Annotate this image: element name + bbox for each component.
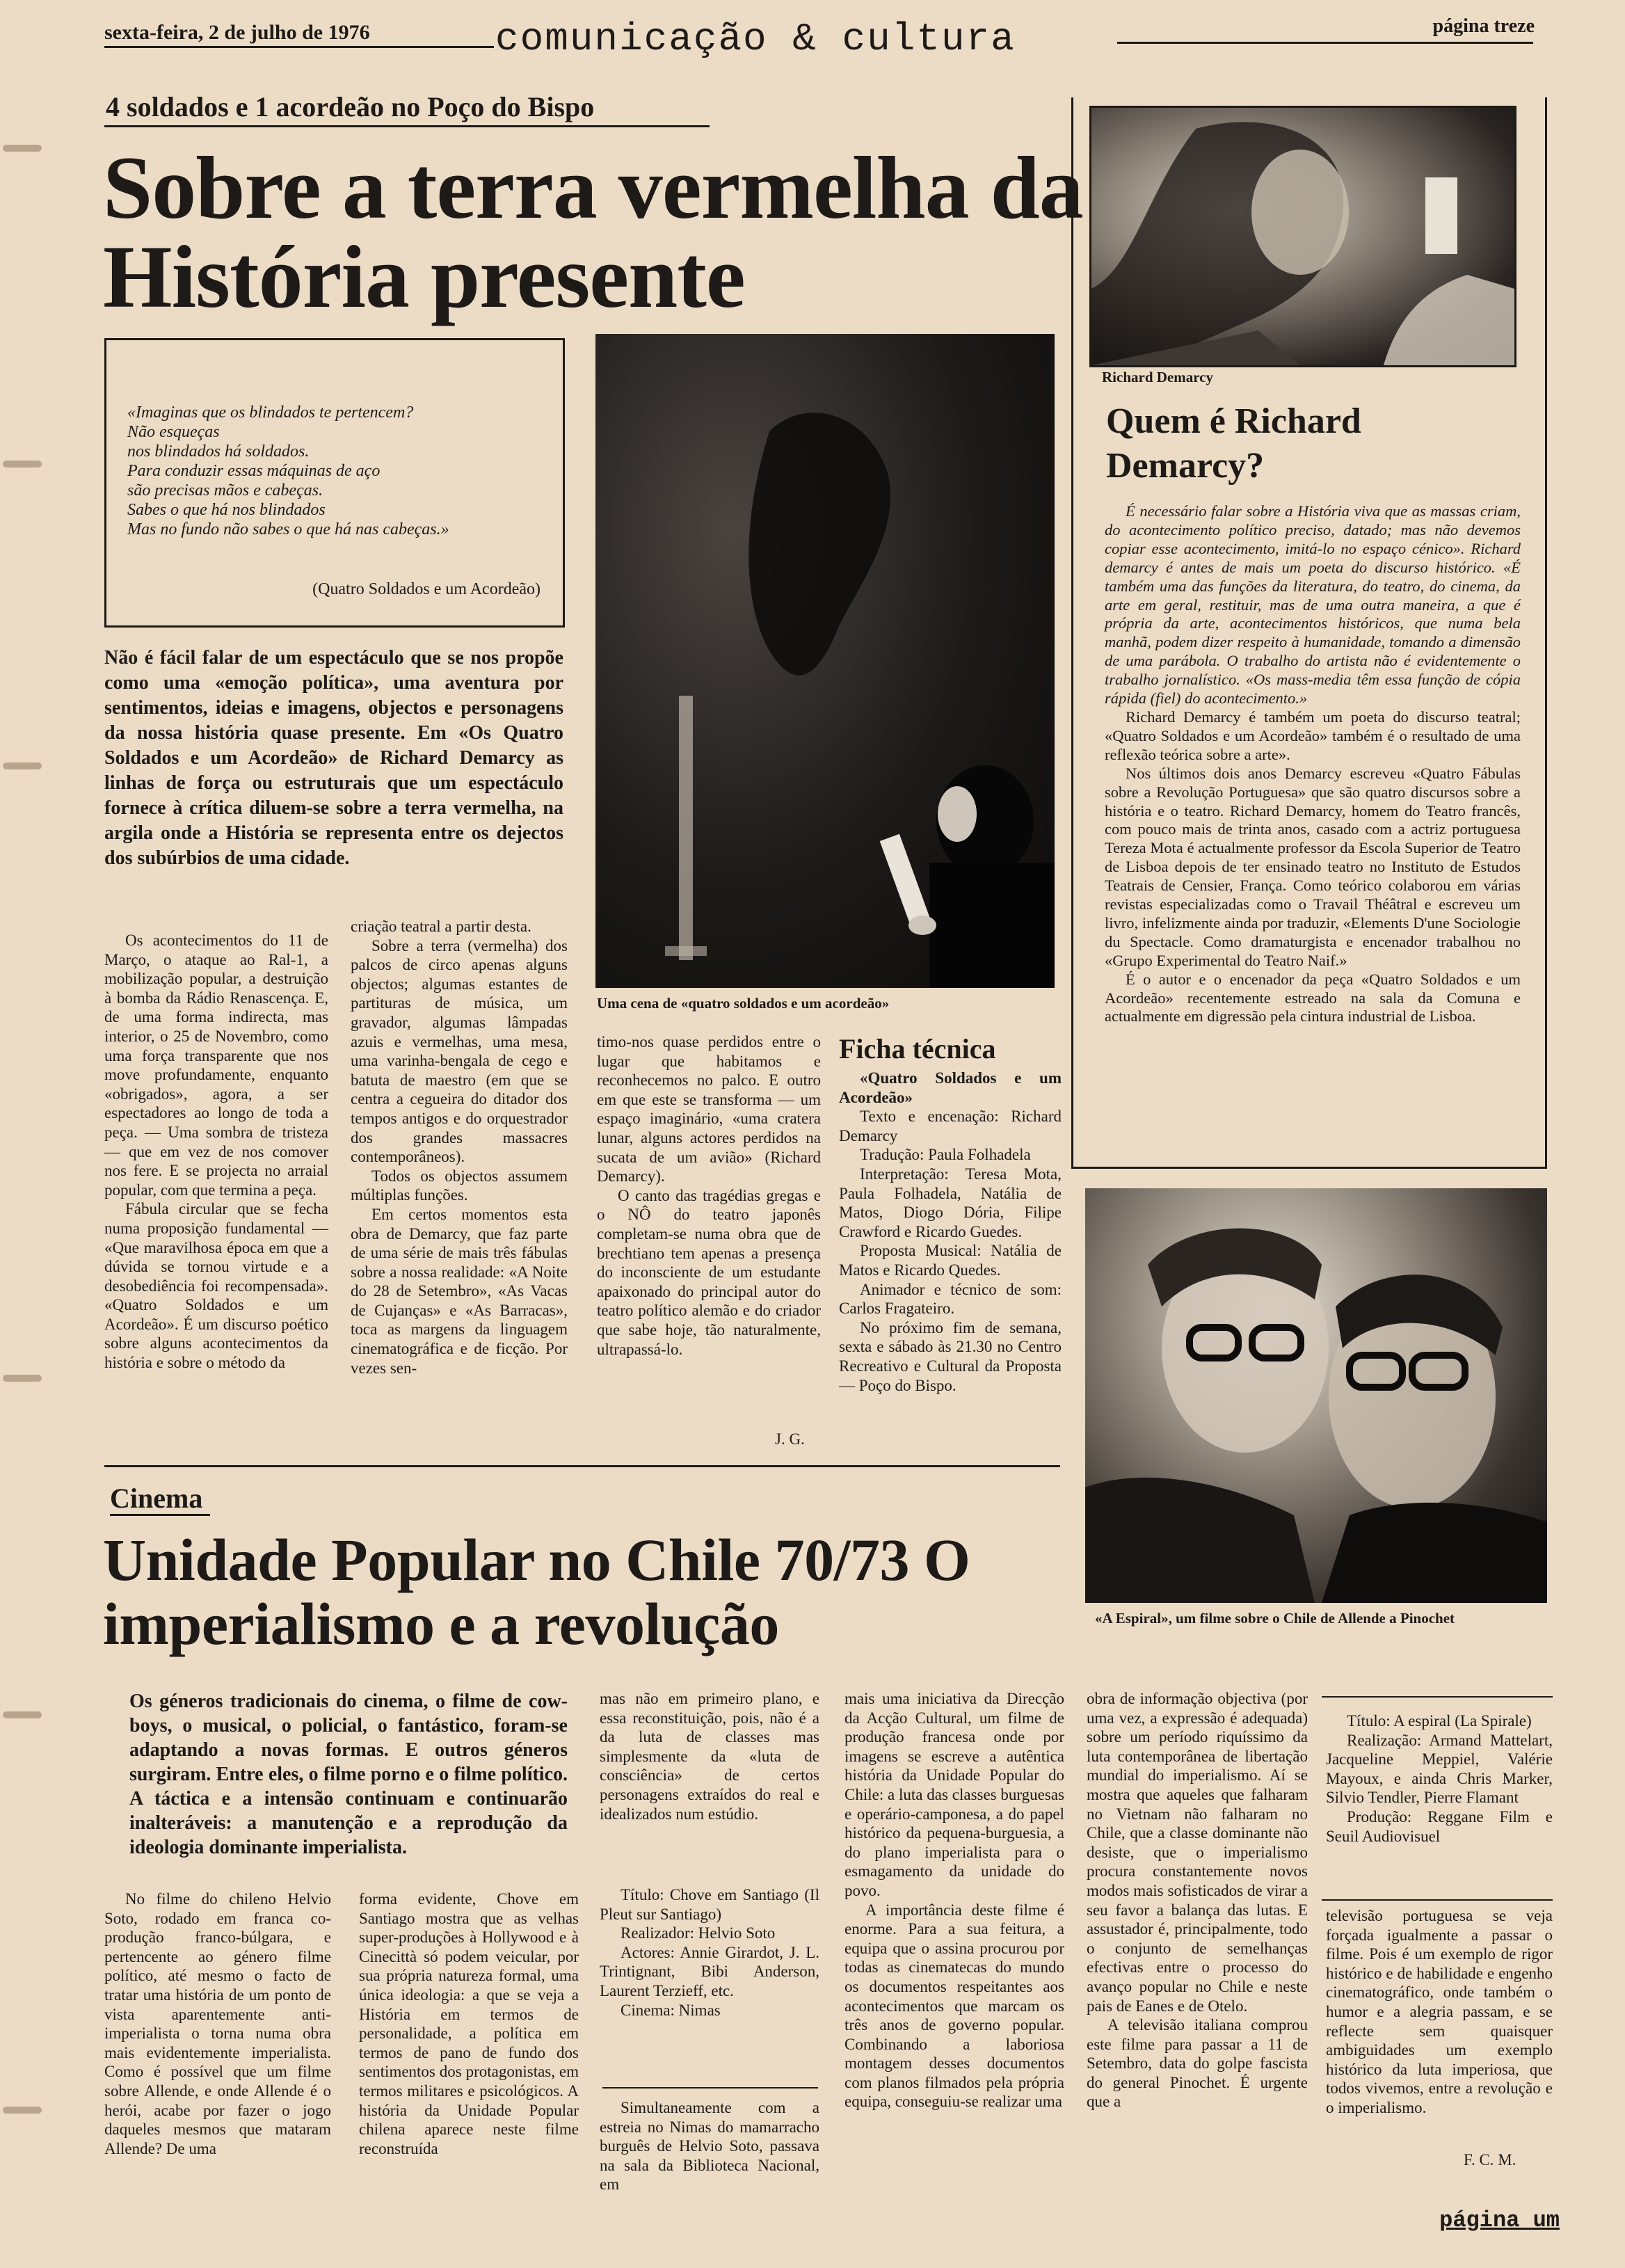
paragraph: Nos últimos dois anos Demarcy escreveu «Quatro Fábulas sobre a Revolução Portuguesa» que são quatro discursos sobre a história e o teatro. Richard Demarcy, homem do Teatro francês, com pouco mais de trinta anos, casado com a actriz portuguesa Tereza Mota é actualmente professor da Escola Superior de Teatro de Lisboa depois de ter ensinado teatro no Instituto de Estudos Teatrais de Censier, França. Como teórico colaborou em várias revistas especializadas como o Travail Théâtral e escreveu um livro, infelizmente ainda por traduzir, «Elements D'une Sociologie du Spectacle. Como dramaturgista e encenador trabalhou no «Grupo Experimental do Teatro Naif.» bbox=[1105, 764, 1521, 969]
paragraph: O canto das tragédias gregas e o NÔ do teatro japonês completam-se numa obra que de brechtiano tem apenas a presença do inconsciente de um estudante apaixonado do principal autor do teatro político alemão e do criador que sabe hoje, tão naturalmente, ultrapassá-lo. bbox=[597, 1186, 821, 1358]
sidebar-body bbox=[1105, 502, 1521, 1026]
credits-divider bbox=[602, 2087, 818, 2089]
article-signature: J. G. bbox=[775, 1430, 805, 1448]
credit-line: Realizador: Helvio Soto bbox=[621, 1924, 776, 1942]
binder-hole bbox=[3, 762, 42, 769]
article-lead: Não é fácil falar de um espectáculo que se nos propõe como uma «emoção política», uma aventura por sentimentos, ideias e imagens, objectos e personagens da nossa história quase presente. Em «Os Quatro Soldados e um Acordeão» de Richard Demarcy as linhas de força ou estruturais que um espectáculo fornece à crítica diluem-se sobre a terra vermelha, na argila onde a História se representa entre os dejectos dos subúrbios de uma cidade. bbox=[104, 647, 563, 869]
paragraph: No filme do chileno Helvio Soto, rodado em franca co-produção franco-búlgara, e pertencente ao género filme político, até mesmo o facto de tratar uma história de um ponto de vista aparentemente anti-imperialista o torna numa obra mais evidentemente imperialista. Como é possível que um filme sobre Allende, e onde Allende é o herói, acabe por fazer o jogo daqueles mesmos que mataram Allende? De uma bbox=[104, 1890, 331, 2157]
technical-sheet bbox=[839, 1069, 1062, 1395]
credit-line: Produção: Reggane Film e Seuil Audiovisuel bbox=[1326, 1807, 1553, 1845]
paragraph: obra de informação objectiva (por uma vez, a expressão é adequada) sobre um período riquíssimo da luta contemporânea de libertação mundial do imperialismo. Aí se mostra que aqueles que falharam no Vietnam não falharam no Chile, que a classe dominante não desiste, que o imperialismo procura constantemente novos modos mais sofisticados de virar a seu favor a balança das lutas. E assustador é, principalmente, todo o conjunto de semelhanças efectivas entre o processo do avanço popular no Chile e neste pais de Eanes e de Otelo. bbox=[1087, 1690, 1308, 2015]
credit-line: Tradução: Paula Folhadela bbox=[860, 1146, 1031, 1164]
article-column-1 bbox=[104, 931, 328, 1373]
espiral-credits bbox=[1326, 1711, 1553, 1846]
stage-scene-illustration bbox=[595, 334, 1055, 988]
cinema-signature: F. C. M. bbox=[1464, 2151, 1516, 2169]
epigraph-line: Para conduzir essas máquinas de aço bbox=[127, 462, 381, 480]
article-column-2 bbox=[351, 917, 568, 1377]
paragraph: Todos os objectos assumem múltiplas funções. bbox=[351, 1167, 568, 1204]
paragraph: mas não em primeiro plano, e essa reconstituição, pois, não é a da luta de classes mas simplesmente da «luta de consciência» de certos personagens extraídos do real e idealizados num estúdio. bbox=[600, 1690, 819, 1823]
film-photo bbox=[1085, 1188, 1547, 1603]
epigraph-line: Mas no fundo não sabes o que há nas cabeças.» bbox=[127, 520, 449, 538]
portrait-photo bbox=[1089, 106, 1516, 367]
cinema-column-3b bbox=[600, 2098, 819, 2194]
paragraph: Fábula circular que se fecha numa proposição fundamental — «Que maravilhosa época em que a dúvida se tornou virtude e a desobediência foi recompensada». «Quatro Soldados e um Acordeão». É um discurso poético sobre alguns acontecimentos da história e sobre o método da bbox=[104, 1200, 328, 1372]
epigraph-source: (Quatro Soldados e um Acordeão) bbox=[312, 580, 541, 598]
binder-hole bbox=[3, 145, 42, 152]
stage-photo-caption: Uma cena de «quatro soldados e um acordeão» bbox=[597, 995, 890, 1012]
issue-date: sexta-feira, 2 de julho de 1976 bbox=[104, 21, 370, 44]
credit-line: Texto e encenação: Richard Demarcy bbox=[839, 1108, 1062, 1144]
page-number: página treze bbox=[1432, 15, 1535, 37]
article-column-3 bbox=[597, 1032, 821, 1359]
sidebar-title: Quem é Richard Demarcy? bbox=[1106, 401, 1361, 486]
cinema-column-1 bbox=[104, 1890, 331, 2158]
cinema-column-2 bbox=[359, 1890, 579, 2158]
section-divider bbox=[104, 1465, 1060, 1467]
paragraph: televisão portuguesa se veja forçada igualmente a passar o filme. Pois é um exemplo de rigor histórico e de habilidade e engenho cinematográfico, onde também o humor e a alegria passam, e se reflecte sem quaisquer ambiguidades um exemplo histórico da luta imperiosa, que todos vivemos, entre a revolução e o imperialismo. bbox=[1326, 1907, 1553, 2116]
credit-line: «Quatro Soldados e um Acordeão» bbox=[839, 1069, 1062, 1106]
epigraph-box bbox=[104, 338, 565, 628]
credit-line: No próximo fim de semana, sexta e sábado às 21.30 no Centro Recreativo e Cultural da Proposta — Poço do Bispo. bbox=[839, 1318, 1062, 1394]
paragraph: criação teatral a partir desta. bbox=[351, 918, 531, 935]
paragraph: mais uma iniciativa da Direcção da Acção Cultural, um filme de produção francesa onde por imagens se escreve a autêntica história da Unidade Popular do Chile: a luta das classes burguesas e operário-camponesa, a do papel histórico da pequena-burguesia, a do plano imperialista para o esmagamento da unidade do povo. bbox=[844, 1690, 1064, 1899]
epigraph-line: Sabes o que há nos blindados bbox=[127, 501, 326, 519]
paragraph: A televisão italiana comprou este filme para passar a 11 de Setembro, data do golpe fascista do general Pinochet. É urgente que a bbox=[1087, 2016, 1308, 2111]
film-credits bbox=[600, 1885, 819, 2020]
paragraph: Em certos momentos esta obra de Demarcy, que faz parte de uma série de mais três fábulas sobre a nossa realidade: «A Noite do 28 de Setembro», «As Vacas de Cujanças» e «As Barracas», toca as margens da linguagem cinematográfica e de ficção. Por vezes sen- bbox=[351, 1205, 568, 1377]
section-masthead-title: comunicação & cultura bbox=[495, 17, 1016, 61]
paragraph: A importância deste filme é enorme. Para a sua feitura, a equipa que o assina procurou por todas as cinematecas do mundo os documentos respeitantes aos acontecimentos que marcam os três anos de governo popular. Combinando a laboriosa montagem desses documentos com planos filmados pela própria equipa, conseguiu-se realizar uma bbox=[844, 1901, 1064, 2111]
epigraph-line: são precisas mãos e cabeças. bbox=[127, 481, 323, 500]
paragraph: Sobre a terra (vermelha) dos palcos de circo apenas alguns objectos; algumas estantes de partituras de música, um gravador, algumas lâmpadas azuis e vermelhas, uma mesa, uma varinha-bengala de cego e batuta de maestro (em que se centra a cegueira do ditador dos tempos antigos e do orquestrador dos grandes massacres contemporâneos). bbox=[351, 936, 568, 1166]
credits-divider bbox=[1322, 1696, 1553, 1698]
cinema-column-4 bbox=[844, 1689, 1064, 2111]
credits-divider bbox=[1322, 1899, 1553, 1901]
paragraph: Richard Demarcy é também um poeta do discurso teatral; «Quatro Soldados e um Acordeão» também é o resultado de uma reflexão teórica sobre a arte». bbox=[1105, 708, 1521, 763]
paragraph: Simultaneamente com a estreia no Nimas do mamarracho burguês de Helvio Soto, passava na sala da Biblioteca Nacional, em bbox=[600, 2099, 819, 2194]
cinema-lead: Os géneros tradicionais do cinema, o filme de cow-boys, o musical, o policial, o fantástico, foram-se adaptando a novas formas. E outros géneros surgiram. Entre eles, o filme porno e o filme político. A táctica e a intensão continuam e continuarão inalteráveis: a manutenção e a reprodução da ideologia dominante imperialista. bbox=[129, 1691, 568, 1858]
section-label-underline bbox=[110, 1514, 210, 1516]
continued-on-page: página um bbox=[1439, 2207, 1560, 2233]
binder-hole bbox=[3, 461, 42, 468]
credit-line: Realização: Armand Mattelart, Jacqueline Meppiel, Valérie Mayoux, e ainda Chris Marker, Silvio Tendler, Pierre Flamant bbox=[1326, 1731, 1553, 1807]
kicker-underline bbox=[104, 125, 710, 127]
technical-sheet-title: Ficha técnica bbox=[839, 1033, 996, 1064]
paragraph: Os acontecimentos do 11 de Março, o ataque ao Ral-1, a mobilização popular, a destruição à bomba da Rádio Renascença. E, de uma forma indirecta, mas interior, o 25 de Novembro, como uma força transparente que nos move profundamente, enquanto «obrigados», agora, a ser espectadores ao longo de toda a peça. — Uma sombra de tristeza — que em vez de nos comover nos fere. E se projecta no arraial popular, com que termina a peça. bbox=[104, 932, 328, 1199]
cinema-column-3 bbox=[600, 1689, 819, 1823]
credit-line: Animador e técnico de som: Carlos Fragateiro. bbox=[839, 1280, 1062, 1318]
paragraph: É o autor e o encenador da peça «Quatro Soldados e um Acordeão» recentemente estreado na sala da Comuna e actualmente em digressão pela cintura industrial de Lisboa. bbox=[1105, 970, 1521, 1025]
binder-hole bbox=[3, 1711, 42, 1718]
epigraph-line: Não esqueças bbox=[127, 423, 220, 441]
credit-line: Actores: Annie Girardot, J. L. Trintignant, Bibi Anderson, Laurent Terzieff, etc. bbox=[600, 1943, 819, 1999]
section-label-cinema: Cinema bbox=[110, 1483, 203, 1514]
epigraph-line: nos blindados há soldados. bbox=[127, 442, 310, 461]
portrait-caption: Richard Demarcy bbox=[1102, 369, 1213, 385]
masthead-rule-right bbox=[1117, 42, 1533, 44]
film-photo-caption: «A Espiral», um filme sobre o Chile de Allende a Pinochet bbox=[1095, 1610, 1455, 1627]
credit-line: Proposta Musical: Natália de Matos e Ricardo Quedes. bbox=[839, 1242, 1062, 1279]
binder-hole bbox=[3, 2107, 42, 2114]
paragraph: timo-nos quase perdidos entre o lugar que habitamos e reconhecemos no palco. E outro em que este se transforma — um espaço imaginário, «uma cratera lunar, alguns actores perdidos na sucata de um avião» (Richard Demarcy). bbox=[597, 1033, 821, 1185]
credit-line: Título: Chove em Santiago (Il Pleut sur Santiago) bbox=[600, 1886, 819, 1923]
film-still-illustration bbox=[1085, 1188, 1547, 1603]
article-kicker: 4 soldados e 1 acordeão no Poço do Bispo bbox=[106, 91, 595, 122]
credit-line: Interpretação: Teresa Mota, Paula Folhadela, Natália de Matos, Diogo Dória, Filipe Crawford e Ricardo Guedes. bbox=[839, 1165, 1062, 1240]
stage-photo bbox=[595, 334, 1055, 988]
cinema-column-6 bbox=[1326, 1906, 1553, 2118]
cinema-headline: Unidade Popular no Chile 70/73 O imperialismo e a revolução bbox=[103, 1526, 970, 1657]
binder-hole bbox=[3, 1375, 42, 1382]
paragraph: forma evidente, Chove em Santiago mostra que as velhas super-produções à Hollywood e à Cinecittà só podem veicular, por sua própria natureza formal, uma única ideologia: a que se veja a História em termos de personalidade, a política em termos de pano de fundo dos sentimentos dos protagonistas, em termos militares e psicológicos. A história da Unidade Popular chilena aparece neste filme reconstruída bbox=[359, 1890, 579, 2157]
credit-line: Título: A espiral (La Spirale) bbox=[1347, 1712, 1532, 1730]
epigraph-line: «Imaginas que os blindados te pertencem? bbox=[127, 404, 414, 422]
cinema-column-5 bbox=[1087, 1689, 1308, 2111]
paragraph: É necessário falar sobre a História viva que as massas criam, do acontecimento político preciso, datado; mas não devemos copiar esse acontecimento, imitá-lo no espaço cénico». Richard demarcy é antes de mais um poeta do discurso histórico. «É também uma das funções da literatura, do teatro, do cinema, da arte em geral, restituir, mas de uma outra maneira, a que é própria da arte, acontecimentos históricos, que numa bela manhã, podem dizer respeito à humanidade, tomando a dimensão de uma parábola. O trabalho do artista não é evidentemente o trabalho jornalístico. «Os mass-media têm essa função de cópia rápida (fiel) do acontecimento.» bbox=[1105, 502, 1521, 708]
portrait-illustration bbox=[1091, 108, 1514, 365]
masthead-rule-left bbox=[104, 46, 494, 48]
article-headline: Sobre a terra vermelha da História presente bbox=[103, 138, 1083, 326]
credit-line: Cinema: Nimas bbox=[621, 2001, 721, 2019]
